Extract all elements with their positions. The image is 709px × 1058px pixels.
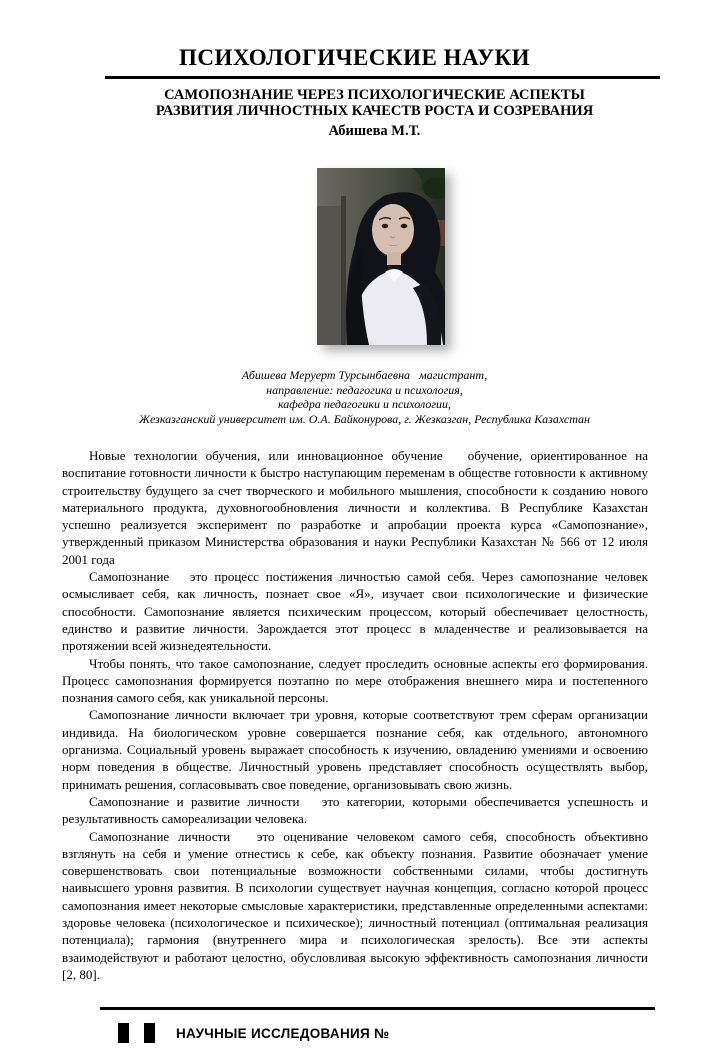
paragraph: Самопознание личности включает три уровня, которые соответствуют трем сферам организации индивида. На биологическом уровне совершается познание себя, как отдельного, автономного организма. Социальный уровень выражает способность к изучению, овладению умениями и освоению норм поведения в обществе. Личностный уровень представляет способность осуществлять выбор, принимать решения, согласовывать свое поведение, организовывать свою жизнь.	[62, 707, 648, 792]
paragraph: Чтобы понять, что такое самопознание, следует проследить основные аспекты его формирования. Процесс самопознания формируется поэтапно по мере отображения внешнего мира и постепенного познания самого себя, как уникальной персоны.	[62, 655, 648, 706]
journal-footer-label: НАУЧНЫЕ ИССЛЕДОВАНИЯ №	[176, 1025, 390, 1041]
author-photo	[317, 168, 445, 345]
article-title	[80, 87, 669, 119]
article-author: Абишева М.Т.	[328, 123, 421, 139]
footer-marker-square-2	[144, 1023, 155, 1043]
page	[0, 45, 709, 1041]
author-info-line: Жезказганский университет им. О.А. Байконурова, г. Жезказган, Республика Казахстан	[139, 411, 590, 426]
footer-rule	[100, 1007, 655, 1010]
article-title-line1: САМОПОЗНАНИЕ ЧЕРЕЗ ПСИХОЛОГИЧЕСКИЕ АСПЕКТЫ	[164, 87, 585, 103]
paragraph: Самопознание личности это оценивание человеком самого себя, способность объективно взглянуть на себя и умение отнестись к себе, как объекту познания. Развитие обозначает умение совершенствовать свои потенциальные возможности собственными силами, чтобы достигнуть наивысшего уровня развития. В психологии существует научная концепция, согласно которой процесс самопознания имеет некоторые смысловые характеристики, представленные определенными аспектами: здоровье человека (психологическое и психическое); личностный потенциал (оптимальная реализация потенциала); гармония (внутреннего мира и психологическая зрелость). Все эти аспекты взаимодействуют и работают целостно, обусловливая высокую эффективность самопознания личности [2, 80].	[62, 828, 648, 982]
page-footer	[0, 1007, 709, 1043]
author-info-line: кафедра педагогики и психологии,	[277, 397, 452, 411]
section-header: ПСИХОЛОГИЧЕСКИЕ НАУКИ	[178, 45, 531, 70]
author-info	[30, 368, 699, 426]
paragraph: Новые технологии обучения, или инновационное обучение обучение, ориентированное на воспитание готовности личности к быстро наступающим переменам в обществе готовности к активному строительству будущего за счет творческого и мобильного мышления, способности к созданию нового материального продукта, духовногообновления личности и коллектива. В Республике Казахстан успешно реализуется эксперимент по разработке и апробации проекта курса «Самопознание», утвержденный приказом Министерства образования и науки Республики Казахстан № 566 от 12 июля 2001 года	[62, 448, 648, 567]
portrait-illustration	[317, 168, 445, 345]
author-info-line: направление: педагогика и психология,	[266, 382, 463, 397]
footer-marker-square-1	[118, 1023, 129, 1043]
header-rule	[105, 76, 660, 79]
footer-row	[118, 1023, 709, 1043]
article-title-line2: РАЗВИТИЯ ЛИЧНОСТНЫХ КАЧЕСТВ РОСТА И СОЗРЕВАНИЯ	[155, 103, 594, 119]
author-info-line: Абишева Меруерт Турсынбаевна магистрант,	[241, 368, 488, 382]
paragraph: Самопознание это процесс постижения личностью самой себя. Через самопознание человек осмысливает себя, как личность, познает свое «Я», изучает свои психологические и физические способности. Самопознание является психическим процессом, который обеспечивает целостность, единство и развитие личности. Зарождается этот процесс в младенчестве и реализовывается на протяжении всей жизнедеятельности.	[62, 569, 648, 654]
article-body	[62, 447, 648, 983]
paragraph: Самопознание и развитие личности это категории, которыми обеспечивается успешность и результативность самореализации человека.	[62, 793, 648, 827]
